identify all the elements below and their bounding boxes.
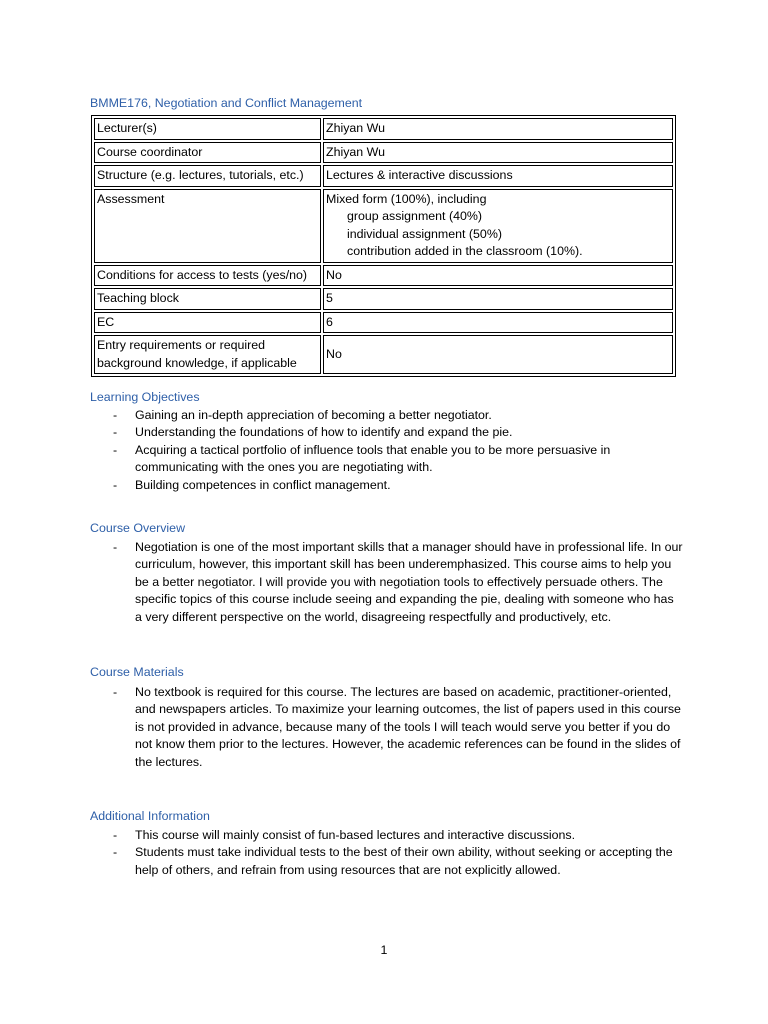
course-info-table (91, 115, 676, 377)
table-row (94, 312, 673, 334)
teaching-block-value: 5 (323, 288, 673, 310)
entry-label-line: Entry requirements or required (97, 338, 266, 352)
bullet-dash: - (113, 408, 118, 422)
list-item (113, 442, 683, 477)
assessment-intro: Mixed form (100%), including (326, 191, 487, 206)
table-row (94, 288, 673, 310)
table-row (94, 335, 673, 374)
list-item (113, 477, 683, 494)
list-item-text: This course will mainly consist of fun-based lectures and interactive discussions. (135, 828, 576, 842)
coordinator-value: Zhiyan Wu (323, 142, 673, 164)
assessment-item: contribution added in the classroom (10%). (347, 244, 583, 258)
list-item (113, 424, 683, 441)
list-item-text: Acquiring a tactical portfolio of influence tools that enable you to be more persuasive in communicating with the ones you are negotiating with. (135, 442, 611, 475)
list-item (113, 684, 683, 771)
list-item-text: Understanding the foundations of how to identify and expand the pie. (135, 425, 513, 440)
additional-information-list (113, 827, 683, 879)
table-row (94, 118, 673, 140)
list-item-text: Students must take individual tests to the best of their own ability, without seeking or accepting the help of others, and refrain from using resources that are not explicitly allowed. (135, 845, 673, 877)
coordinator-label: Course coordinator (94, 142, 321, 164)
entry-requirements-label (94, 335, 321, 374)
table-row (94, 142, 673, 164)
table-row (94, 189, 673, 263)
bullet-dash: - (113, 685, 118, 699)
assessment-item: group assignment (40%) (347, 209, 482, 223)
list-item (113, 407, 683, 424)
assessment-item: individual assignment (50%) (347, 226, 502, 241)
list-item (113, 844, 683, 879)
lecturers-value: Zhiyan Wu (323, 118, 673, 140)
bullet-dash: - (113, 828, 118, 842)
list-item-text: No textbook is required for this course. The lectures are based on academic, practitioner-oriented, and newspapers articles. To maximize your learning outcomes, the list of papers used in this course is not provided in advance, because many of the tools I will teach would serve you better if you do not know them prior to the lectures. However, the academic references can be found in the slides of the lectures. (135, 685, 681, 769)
course-materials-heading: Course Materials (90, 665, 184, 679)
course-overview-list (113, 539, 683, 626)
list-item-text: Building competences in conflict management. (135, 477, 391, 492)
table-row (94, 265, 673, 287)
assessment-value (323, 189, 673, 263)
ec-value: 6 (323, 312, 673, 334)
learning-objectives-list (113, 407, 683, 494)
conditions-value: No (323, 265, 673, 287)
entry-requirements-value: No (323, 335, 673, 374)
conditions-label: Conditions for access to tests (yes/no) (94, 265, 321, 287)
list-item-text: Negotiation is one of the most important skills that a manager should have in professional life. In our curriculum, however, this important skill has been underemphasized. This course aims to help you be a better negotiator. I will provide you with negotiation tools to effectively persuade others. The specific topics of this course include seeing and expanding the pie, dealing with someone who has a very different perspective on the world, disagreeing respectfully and productively, etc. (135, 540, 683, 624)
structure-value: Lectures & interactive discussions (323, 165, 673, 187)
bullet-dash: - (113, 425, 118, 440)
teaching-block-label: Teaching block (94, 288, 321, 310)
list-item-text: Gaining an in-depth appreciation of becoming a better negotiator. (135, 408, 492, 422)
list-item (113, 539, 683, 626)
course-materials-list (113, 684, 683, 771)
course-overview-heading: Course Overview (90, 521, 186, 535)
bullet-dash: - (113, 540, 118, 554)
assessment-label: Assessment (94, 189, 321, 263)
additional-information-heading: Additional Information (90, 809, 210, 823)
ec-label: EC (94, 312, 321, 334)
list-item (113, 827, 683, 844)
structure-label: Structure (e.g. lectures, tutorials, etc.) (94, 165, 321, 187)
lecturers-label: Lecturer(s) (94, 118, 321, 140)
table-row (94, 165, 673, 187)
bullet-dash: - (113, 477, 118, 492)
course-title: BMME176, Negotiation and Conflict Management (90, 96, 363, 110)
page-number: 1 (380, 943, 388, 957)
bullet-dash: - (113, 845, 118, 860)
bullet-dash: - (113, 442, 118, 457)
entry-label-line: background knowledge, if applicable (97, 355, 297, 370)
learning-objectives-heading: Learning Objectives (90, 390, 200, 404)
